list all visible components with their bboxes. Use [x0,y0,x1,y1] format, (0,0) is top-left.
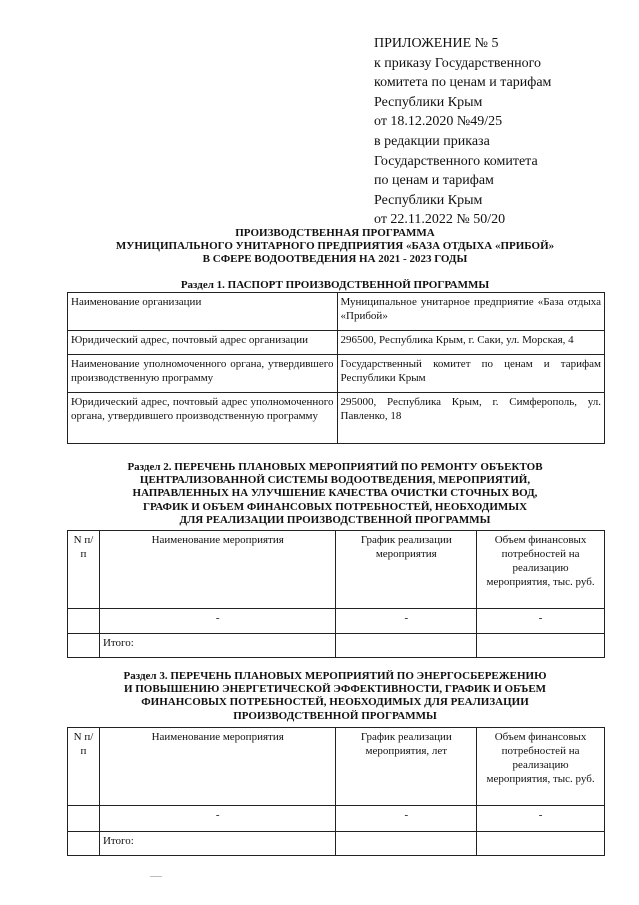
title-line: В СФЕРЕ ВОДООТВЕДЕНИЯ НА 2021 - 2023 ГОДЫ [202,253,468,266]
annex-line: ПРИЛОЖЕНИЕ № 5 [374,36,499,51]
column-header: Объем финансовых потребностей на реализацию мероприятия, тыс. руб. [477,531,605,609]
table-row [68,293,605,331]
table-row [68,609,605,634]
annex-line: Республики Крым [374,94,483,110]
total-label: Итого: [99,832,335,856]
table-cell: - [336,609,477,634]
table-cell: - [99,609,335,634]
table-row [68,806,605,832]
heading-line: ЦЕНТРАЛИЗОВАННОЙ СИСТЕМЫ ВОДООТВЕДЕНИЯ, МЕРОПРИЯТИЙ, [139,474,531,487]
passport-label: Наименование уполномоченного органа, утвердившего производственную программу [68,355,338,393]
heading-line: НАПРАВЛЕННЫХ НА УЛУЧШЕНИЕ КАЧЕСТВА ОЧИСТКИ СТОЧНЫХ ВОД, [132,487,538,500]
column-header: N п/п [68,728,100,806]
passport-value: 295000, Республика Крым, г. Симферополь, ул. Павленко, 18 [337,393,605,444]
annex-line: от 22.11.2022 № 50/20 [374,212,506,228]
passport-value: Государственный комитет по ценам и тарифам Республики Крым [337,355,605,393]
table-cell [68,609,100,634]
table-cell: - [336,806,477,832]
column-header: N п/п [68,531,100,609]
table-header-row [68,728,605,806]
table-row [68,331,605,355]
table-cell [336,832,477,856]
passport-label: Наименование организации [68,293,338,331]
section3-table [67,727,605,856]
table-cell [477,634,605,658]
title-line: МУНИЦИПАЛЬНОГО УНИТАРНОГО ПРЕДПРИЯТИЯ «БАЗА ОТДЫХА «ПРИБОЙ» [115,240,555,253]
table-cell: - [477,609,605,634]
annex-block [374,34,624,230]
scan-mark [150,876,162,877]
section1-heading [60,279,610,292]
passport-value: Муниципальное унитарное предприятие «База отдыха «Прибой» [337,293,605,331]
passport-table [67,292,605,444]
table-row [68,355,605,393]
annex-line: от 18.12.2020 №49/25 [374,114,503,130]
heading-line: ФИНАНСОВЫХ ПОТРЕБНОСТЕЙ, НЕОБХОДИМЫХ ДЛЯ РЕАЛИЗАЦИИ [141,696,529,709]
passport-label: Юридический адрес, почтовый адрес уполномоченного органа, утвердившего производственную программу [68,393,338,444]
passport-value: 296500, Республика Крым, г. Саки, ул. Морская, 4 [337,331,605,355]
column-header: Объем финансовых потребностей на реализацию мероприятия, тыс. руб. [477,728,605,806]
annex-line: по ценам и тарифам [374,173,494,189]
table-cell [336,634,477,658]
heading-line: Раздел 3. ПЕРЕЧЕНЬ ПЛАНОВЫХ МЕРОПРИЯТИЙ ПО ЭНЕРГОСБЕРЕЖЕНИЮ [123,670,547,682]
table-header-row [68,531,605,609]
annex-line: Республики Крым [374,192,483,208]
section2-heading [60,461,610,527]
heading-line: И ПОВЫШЕНИЮ ЭНЕРГЕТИЧЕСКОЙ ЭФФЕКТИВНОСТИ, ГРАФИК И ОБЪЕМ [123,683,547,696]
document-title [60,227,610,267]
section2-table [67,530,605,658]
table-total-row [68,832,605,856]
annex-line: комитета по ценам и тарифам [374,75,552,91]
column-header: График реализации мероприятия, лет [336,728,477,806]
column-header: График реализации мероприятия [336,531,477,609]
table-cell [68,806,100,832]
title-line: ПРОИЗВОДСТВЕННАЯ ПРОГРАММА [235,227,435,239]
table-row [68,393,605,444]
annex-line: к приказу Государственного [374,55,541,71]
total-label: Итого: [99,634,335,658]
table-total-row [68,634,605,658]
section1-heading-text: Раздел 1. ПАСПОРТ ПРОИЗВОДСТВЕННОЙ ПРОГРАММЫ [180,279,490,291]
table-cell [68,634,100,658]
heading-line: ПРОИЗВОДСТВЕННОЙ ПРОГРАММЫ [233,709,437,722]
column-header: Наименование мероприятия [99,728,335,806]
section3-heading [60,670,610,723]
heading-line: Раздел 2. ПЕРЕЧЕНЬ ПЛАНОВЫХ МЕРОПРИЯТИЙ ПО РЕМОНТУ ОБЪЕКТОВ [127,461,543,473]
table-cell [68,832,100,856]
heading-line: ДЛЯ РЕАЛИЗАЦИИ ПРОИЗВОДСТВЕННОЙ ПРОГРАММЫ [179,513,491,526]
column-header: Наименование мероприятия [99,531,335,609]
table-cell: - [477,806,605,832]
heading-line: ГРАФИК И ОБЪЕМ ФИНАНСОВЫХ ПОТРЕБНОСТЕЙ, НЕОБХОДИМЫХ [142,500,528,513]
annex-line: в редакции приказа [374,133,490,149]
table-cell [477,832,605,856]
annex-line: Государственного комитета [374,153,538,169]
passport-label: Юридический адрес, почтовый адрес организации [68,331,338,355]
table-cell: - [99,806,335,832]
